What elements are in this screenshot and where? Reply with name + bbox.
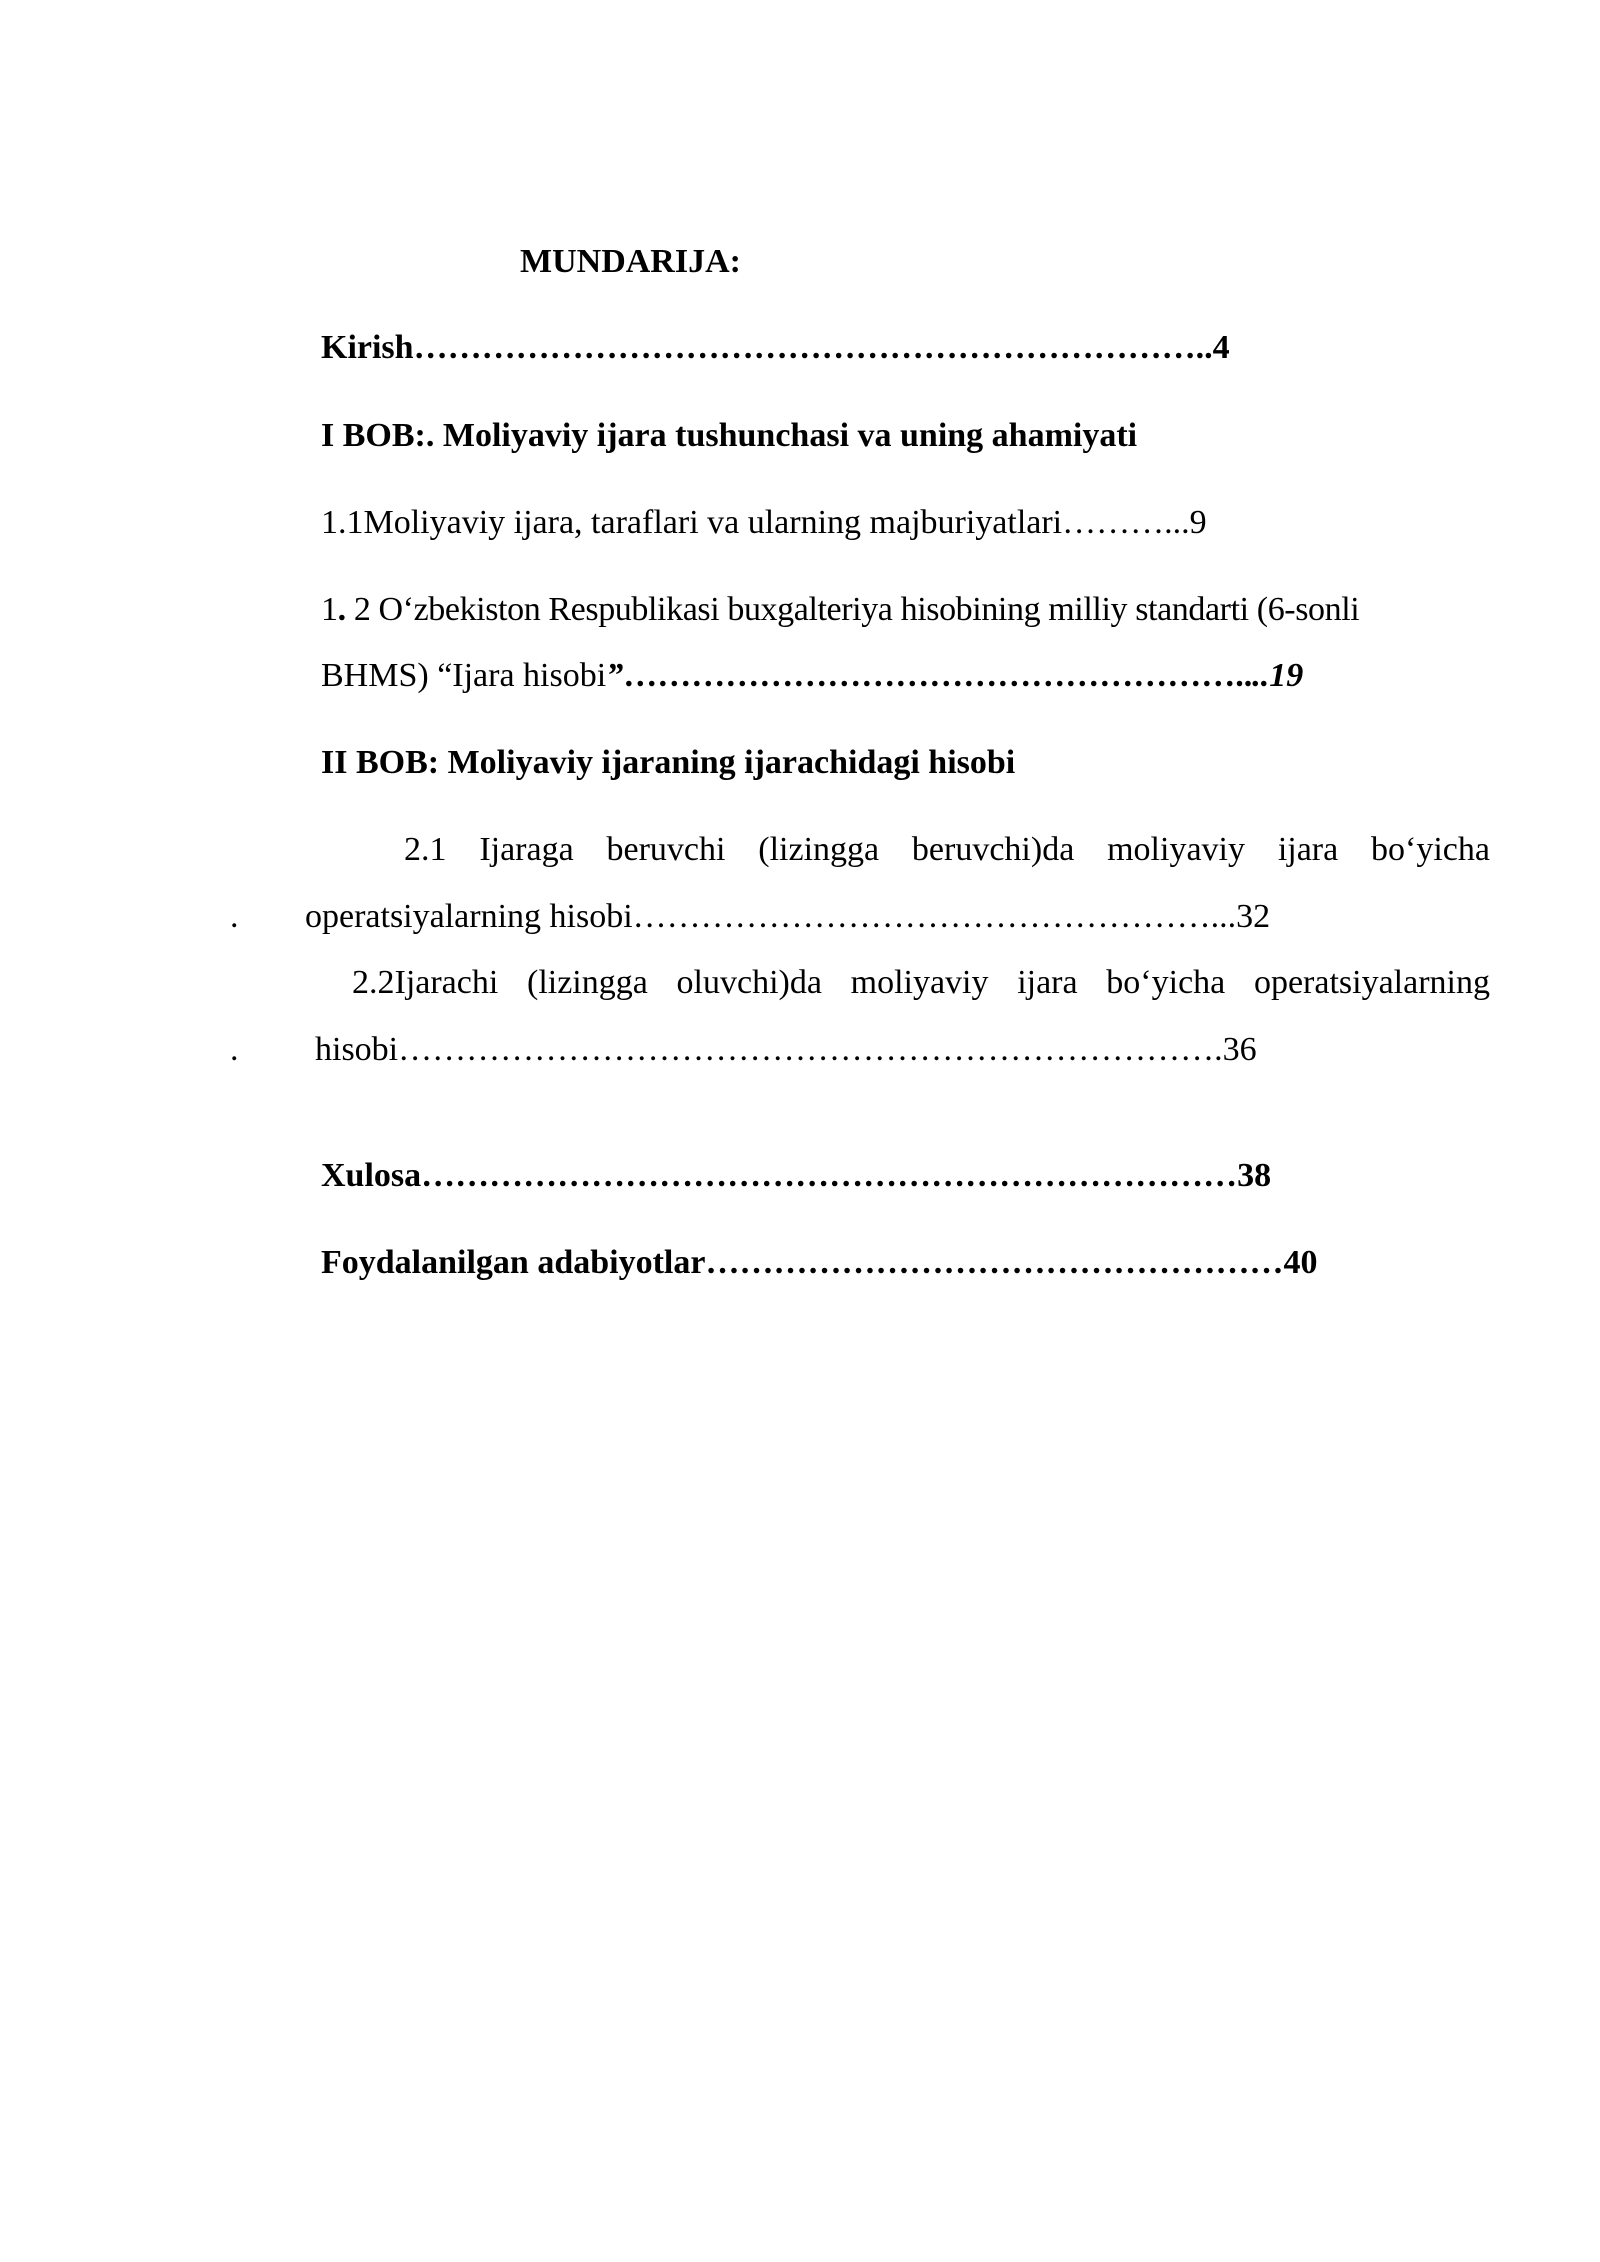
- toc-entry-xulosa: [321, 1156, 1271, 1196]
- toc-entry-1-2-line-2: [321, 656, 1303, 696]
- word: moliyaviy: [1107, 831, 1245, 868]
- toc-page-number: 40: [1283, 1244, 1318, 1281]
- list-bullet: .: [230, 898, 239, 935]
- toc-entry-label: Foydalanilgan adabiyotlar: [321, 1244, 706, 1281]
- toc-leader-dots: ………..: [1062, 504, 1182, 541]
- word: 2.2Ijarachi: [352, 964, 499, 1001]
- word: Ijaraga: [479, 831, 574, 868]
- word: beruvchi: [606, 831, 726, 868]
- word: ijara: [1277, 831, 1339, 868]
- toc-leader-dots: ………………………………………………………………: [421, 1157, 1238, 1194]
- toc-entry-label: 2 O‘zbekiston Respublikasi buxgalteriya hisobining milliy standarti (6-sonli: [345, 591, 1360, 628]
- section-number: 1: [321, 591, 338, 628]
- word: oluvchi)da: [676, 964, 822, 1001]
- toc-page-number: .9: [1181, 504, 1207, 541]
- list-bullet: .: [230, 1031, 239, 1068]
- toc-page-number: 38: [1237, 1157, 1272, 1194]
- toc-entry-2-1-line-1: [404, 830, 1490, 870]
- word: operatsiyalarning: [1253, 964, 1490, 1001]
- toc-entry-2-1-line-2: operatsiyalarning hisobi……………………………………………...32: [305, 898, 1271, 935]
- toc-leader-dots: ……………………………………………………………..: [413, 329, 1213, 366]
- toc-entry-label: Xulosa: [321, 1157, 422, 1194]
- toc-chapter-1-heading: I BOB:. Moliyaviy ijara tushunchasi va uning ahamiyati: [321, 417, 1138, 454]
- closing-quote: ”: [606, 657, 624, 694]
- word: moliyaviy: [850, 964, 989, 1001]
- word: ijara: [1017, 964, 1078, 1001]
- toc-page-number: 4: [1212, 329, 1230, 366]
- toc-entry-2-2-line-1: [352, 963, 1490, 1003]
- toc-entry-1-2-line-1: [321, 590, 1359, 630]
- word: bo‘yicha: [1106, 964, 1226, 1001]
- word: (lizingga: [527, 964, 648, 1001]
- toc-chapter-2-heading: II BOB: Moliyaviy ijaraning ijarachidagi hisobi: [321, 744, 1016, 781]
- toc-entry-kirish: [321, 328, 1230, 368]
- word: bo‘yicha: [1371, 831, 1490, 868]
- word: 2.1: [404, 831, 447, 868]
- word: (lizingga: [758, 831, 880, 868]
- toc-page-number: ..19: [1252, 657, 1304, 694]
- toc-entry-label: BHMS) “Ijara hisobi: [321, 657, 607, 694]
- toc-title: MUNDARIJA:: [520, 243, 741, 280]
- toc-entry-label: Kirish: [321, 329, 414, 366]
- toc-leader-dots: ………………………………………………..: [623, 657, 1253, 694]
- section-number-dot: .: [337, 591, 346, 628]
- toc-entry-label: 1.1Moliyaviy ijara, taraflari va ularning majburiyatlari: [321, 504, 1063, 541]
- toc-entry-1-1: [321, 503, 1207, 543]
- toc-entry-2-2-line-2: hisobi……………………………………………………………….36: [315, 1031, 1257, 1068]
- toc-leader-dots: ……………………………………………: [705, 1244, 1284, 1281]
- toc-entry-adabiyotlar: [321, 1243, 1317, 1283]
- word: beruvchi)da: [911, 831, 1075, 868]
